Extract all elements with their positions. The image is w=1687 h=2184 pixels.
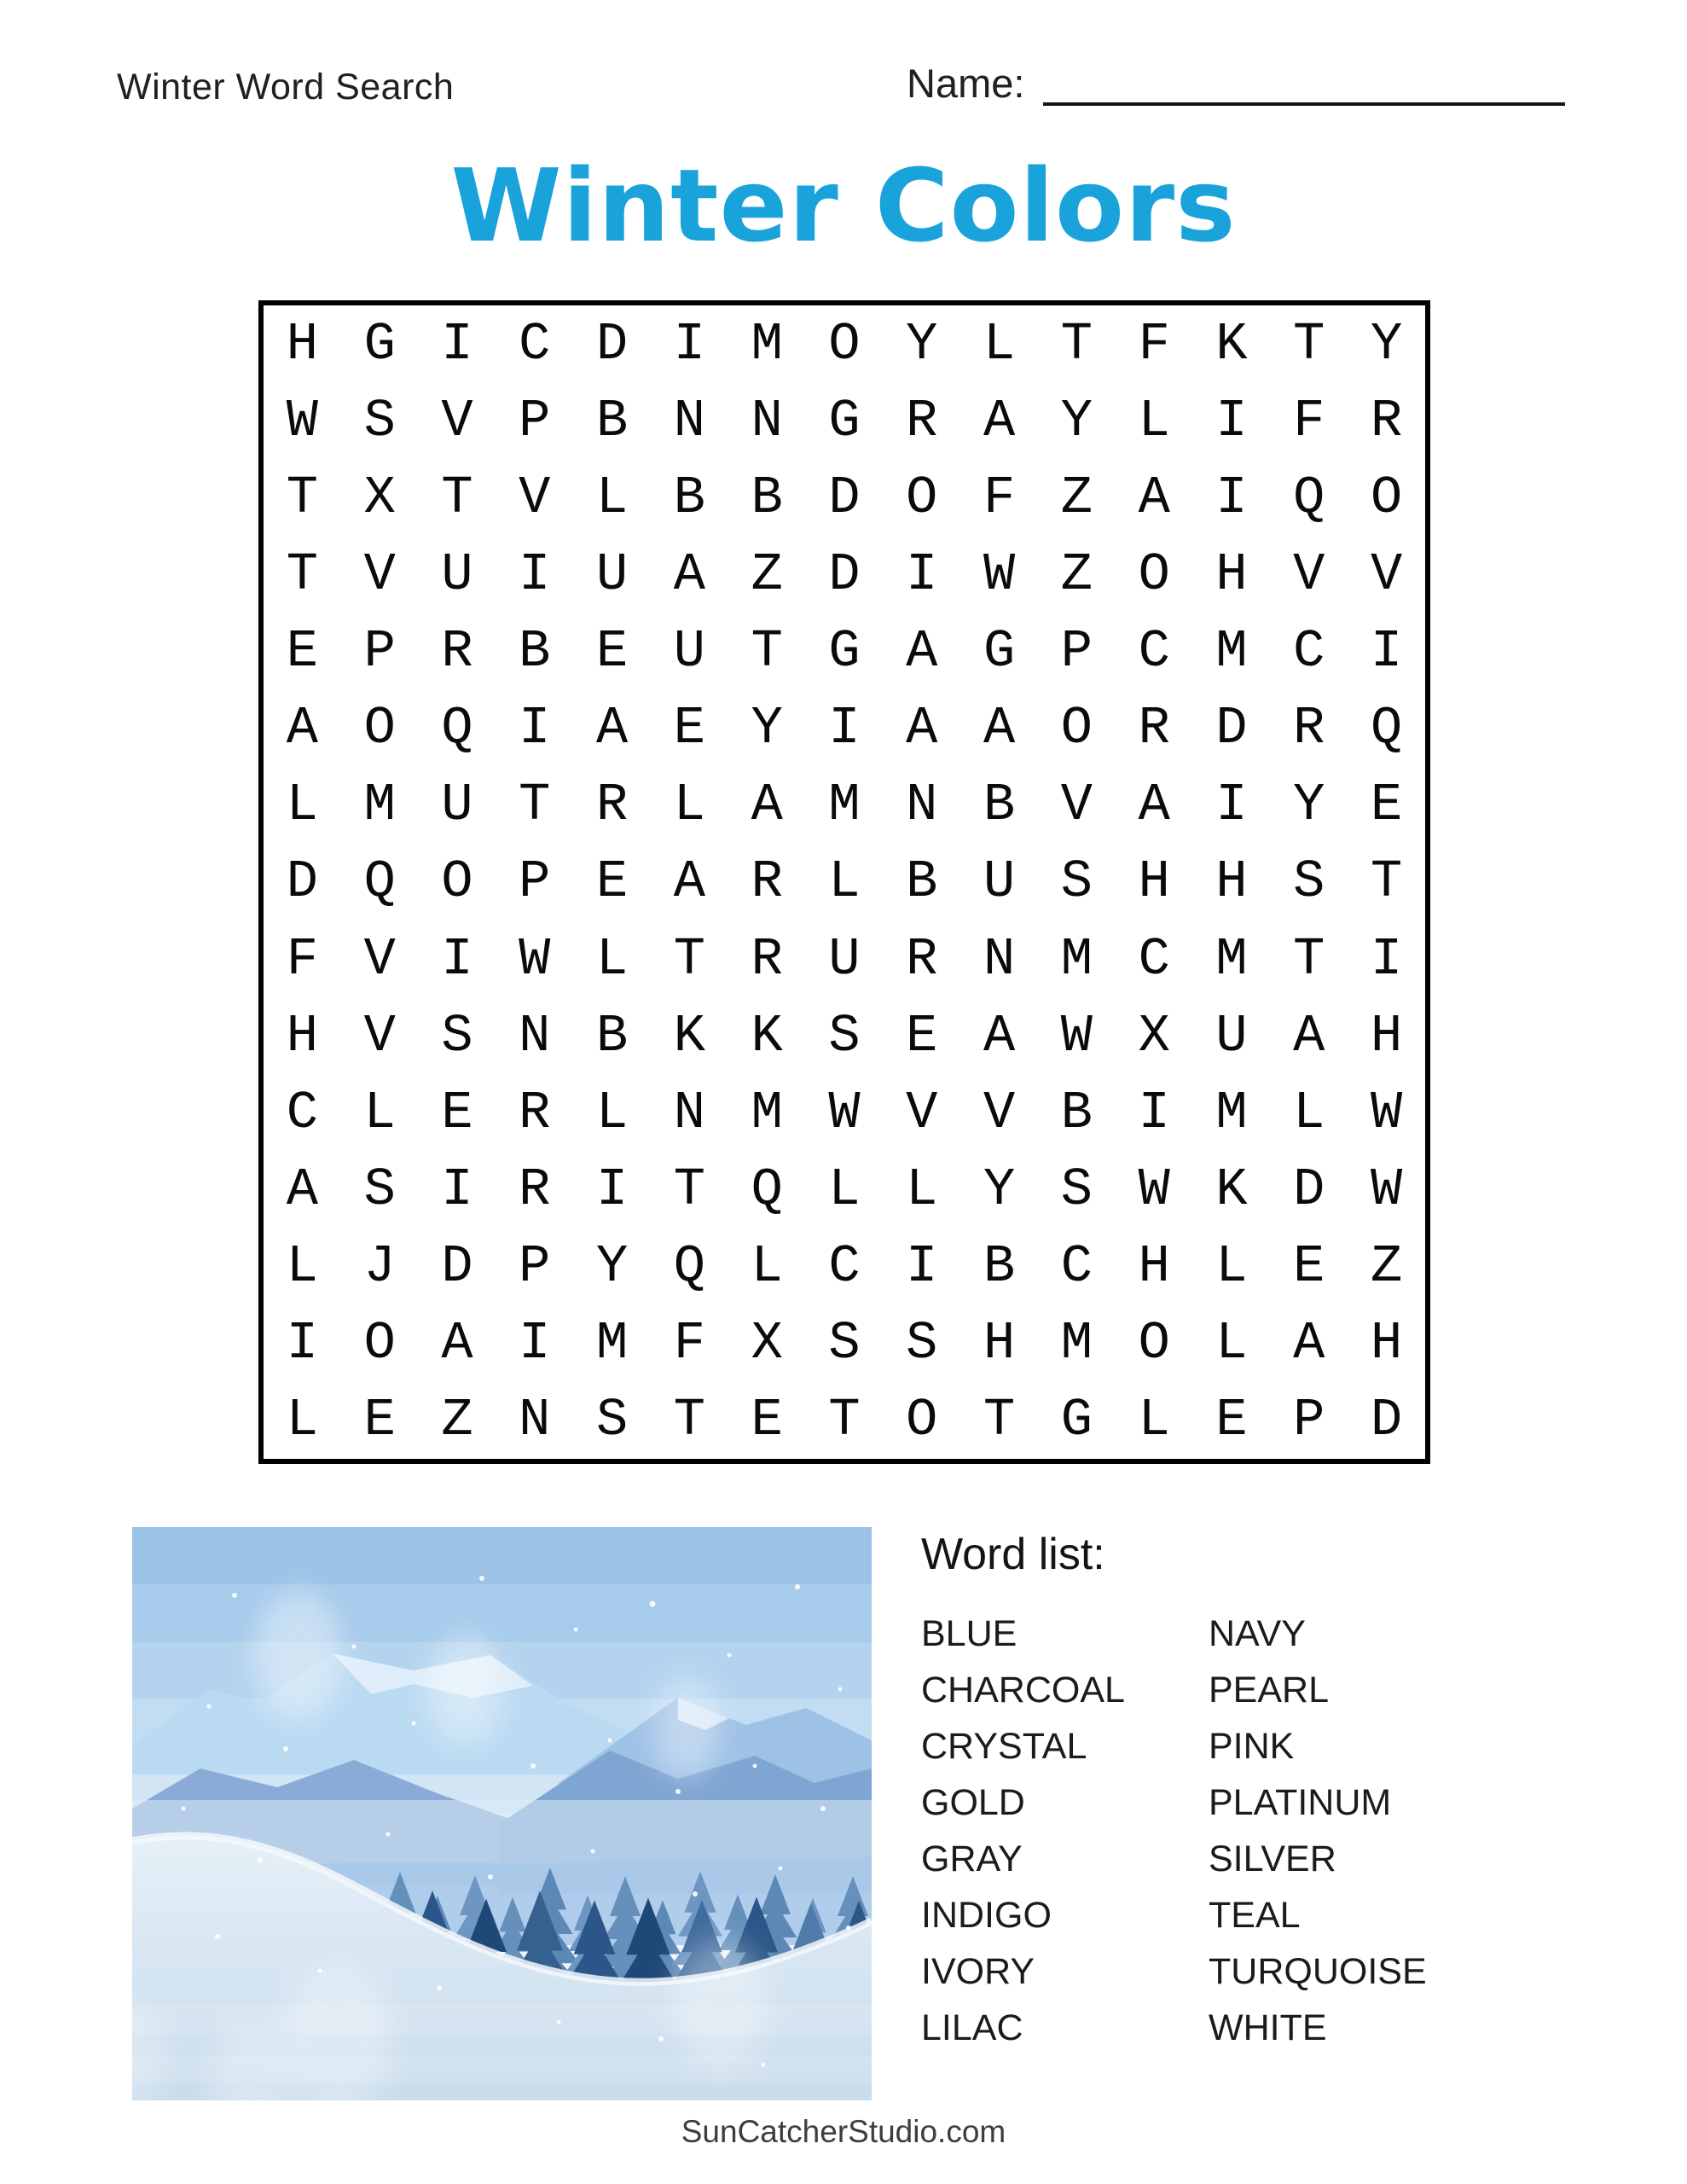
grid-letter: G <box>828 390 861 451</box>
grid-letter: O <box>906 1390 938 1451</box>
grid-letter: C <box>1138 621 1170 682</box>
grid-letter: N <box>906 775 938 836</box>
word-list-item: TURQUOISE <box>1209 1951 1427 1992</box>
grid-letter: D <box>595 313 629 375</box>
grid-letter: A <box>906 698 938 759</box>
grid-letter: E <box>595 851 629 913</box>
grid-letter: R <box>906 928 938 990</box>
grid-letter: L <box>751 1236 783 1298</box>
grid-letter: I <box>1215 390 1248 451</box>
grid-letter: Y <box>1293 775 1325 836</box>
grid-letter: S <box>906 1313 938 1374</box>
grid-letter: V <box>983 1082 1016 1143</box>
grid-letter: I <box>1215 775 1248 836</box>
word-list-item: INDIGO <box>921 1895 1052 1936</box>
grid-letter: T <box>1293 928 1325 990</box>
grid-letter: K <box>673 1005 705 1066</box>
grid-letter: N <box>519 1390 551 1451</box>
grid-letter: R <box>1138 698 1170 759</box>
grid-letter: T <box>441 467 473 528</box>
grid-letter: B <box>1060 1082 1093 1143</box>
grid-letter: I <box>519 698 551 759</box>
grid-letter: G <box>363 313 396 375</box>
grid-letter: L <box>363 1082 396 1143</box>
name-block <box>907 61 1565 106</box>
grid-letter: B <box>519 621 551 682</box>
grid-letter: R <box>519 1082 551 1143</box>
grid-letter: K <box>1215 1159 1248 1221</box>
grid-letter: N <box>673 1082 705 1143</box>
grid-letter: I <box>1215 467 1248 528</box>
grid-letter: H <box>286 1005 318 1066</box>
grid-letter: Q <box>751 1159 783 1221</box>
grid-letter: A <box>673 851 705 913</box>
grid-letter: J <box>363 1236 396 1298</box>
grid-letter: E <box>363 1390 396 1451</box>
grid-letter: D <box>1293 1159 1325 1221</box>
grid-letter: P <box>519 851 551 913</box>
grid-letter: B <box>983 1236 1016 1298</box>
winter-scene-illustration <box>132 1527 872 2100</box>
grid-letter: T <box>286 467 318 528</box>
page-title: Winter Word Search <box>117 67 455 107</box>
grid-letter: D <box>286 851 318 913</box>
grid-letter: V <box>441 390 473 451</box>
grid-letter: N <box>673 390 705 451</box>
grid-letter: S <box>363 1159 396 1221</box>
grid-letter: I <box>595 1159 629 1221</box>
grid-letter: A <box>1293 1313 1325 1374</box>
grid-letter: Z <box>441 1390 473 1451</box>
grid-letter: M <box>595 1313 629 1374</box>
grid-letter: M <box>1215 1082 1248 1143</box>
grid-letter: B <box>983 775 1016 836</box>
grid-letter: R <box>519 1159 551 1221</box>
grid-letter: H <box>286 313 318 375</box>
grid-letter: W <box>286 390 318 451</box>
grid-letter: C <box>519 313 551 375</box>
grid-letter: K <box>1215 313 1248 375</box>
grid-letter: Z <box>1060 467 1093 528</box>
grid-letter: Y <box>751 698 783 759</box>
grid-letter: I <box>906 543 938 605</box>
grid-letter: V <box>363 928 396 990</box>
grid-letter: H <box>1370 1005 1403 1066</box>
grid-letter: I <box>441 928 473 990</box>
grid-letter: O <box>1060 698 1093 759</box>
grid-letter: M <box>1060 928 1093 990</box>
grid-letter: A <box>286 1159 318 1221</box>
grid-letter: Y <box>1370 313 1403 375</box>
grid-letter: M <box>363 775 396 836</box>
grid-letter: P <box>363 621 396 682</box>
word-list-item: GOLD <box>921 1782 1025 1823</box>
word-list-item: NAVY <box>1209 1613 1306 1654</box>
grid-letter: A <box>286 698 318 759</box>
grid-letter: U <box>828 928 861 990</box>
grid-letter: I <box>519 1313 551 1374</box>
word-list-item: GRAY <box>921 1838 1023 1879</box>
grid-letter: A <box>983 698 1016 759</box>
grid-letter: U <box>441 543 473 605</box>
puzzle-title: Winter Colors <box>450 147 1237 264</box>
grid-letter: T <box>673 1159 705 1221</box>
grid-letter: W <box>983 543 1016 605</box>
grid-letter: L <box>1215 1313 1248 1374</box>
grid-letter: Q <box>673 1236 705 1298</box>
grid-letter: O <box>828 313 861 375</box>
grid-letter: B <box>751 467 783 528</box>
grid-letter: L <box>1215 1236 1248 1298</box>
grid-letter: B <box>673 467 705 528</box>
grid-letter: F <box>983 467 1016 528</box>
grid-letter: T <box>1293 313 1325 375</box>
grid-letter: I <box>519 543 551 605</box>
grid-letter: O <box>441 851 473 913</box>
grid-letter: R <box>1293 698 1325 759</box>
grid-letter: F <box>286 928 318 990</box>
grid-letter: R <box>441 621 473 682</box>
grid-letter: T <box>751 621 783 682</box>
word-list-item: PEARL <box>1209 1670 1330 1711</box>
grid-letter: F <box>1293 390 1325 451</box>
grid-letter: C <box>1138 928 1170 990</box>
grid-letter: C <box>1060 1236 1093 1298</box>
grid-letter: O <box>1138 543 1170 605</box>
grid-letter: Z <box>751 543 783 605</box>
grid-letter: Y <box>1060 390 1093 451</box>
grid-letter: I <box>906 1236 938 1298</box>
grid-letter: S <box>363 390 396 451</box>
grid-letter: Q <box>1293 467 1325 528</box>
grid-letter: V <box>1060 775 1093 836</box>
grid-letter: L <box>1138 390 1170 451</box>
word-search-grid <box>258 300 1430 1464</box>
footer-credit: SunCatcherStudio.com <box>681 2114 1006 2149</box>
grid-letter: A <box>673 543 705 605</box>
grid-letter: O <box>363 698 396 759</box>
grid-letter: T <box>519 775 551 836</box>
grid-letter: S <box>1060 851 1093 913</box>
grid-letter: A <box>751 775 783 836</box>
grid-letter: V <box>363 543 396 605</box>
grid-letter: L <box>906 1159 938 1221</box>
grid-letter: V <box>519 467 551 528</box>
word-list-item: LILAC <box>921 2007 1023 2048</box>
grid-letter: T <box>286 543 318 605</box>
grid-letter: P <box>1060 621 1093 682</box>
grid-letter: W <box>1138 1159 1170 1221</box>
grid-letter: X <box>751 1313 783 1374</box>
word-list <box>921 1529 1569 2056</box>
grid-letter: Y <box>906 313 938 375</box>
grid-letter: U <box>595 543 629 605</box>
grid-letter: Y <box>983 1159 1016 1221</box>
grid-letter: T <box>983 1390 1016 1451</box>
grid-letter: W <box>1370 1159 1403 1221</box>
grid-letter: G <box>828 621 861 682</box>
grid-letter: L <box>286 1390 318 1451</box>
grid-letter: X <box>363 467 396 528</box>
grid-letter: S <box>441 1005 473 1066</box>
grid-letter: T <box>1060 313 1093 375</box>
grid-letter: S <box>1293 851 1325 913</box>
grid-letter: L <box>1293 1082 1325 1143</box>
grid-letter: M <box>828 775 861 836</box>
grid-letter: U <box>983 851 1016 913</box>
grid-letter: T <box>673 928 705 990</box>
grid-letter: T <box>1370 851 1403 913</box>
grid-letter: Z <box>1370 1236 1403 1298</box>
grid-letter: E <box>906 1005 938 1066</box>
word-list-item: WHITE <box>1209 2007 1327 2048</box>
grid-letter: W <box>1370 1082 1403 1143</box>
grid-letter: H <box>1138 1236 1170 1298</box>
grid-letter: L <box>828 1159 861 1221</box>
grid-letter: O <box>1138 1313 1170 1374</box>
grid-letter: L <box>983 313 1016 375</box>
grid-letter: E <box>595 621 629 682</box>
grid-letter: E <box>1215 1390 1248 1451</box>
grid-letter: G <box>1060 1390 1093 1451</box>
grid-letter: Q <box>1370 698 1403 759</box>
grid-letter: I <box>1138 1082 1170 1143</box>
word-list-item: CHARCOAL <box>921 1670 1125 1711</box>
grid-letter: F <box>1138 313 1170 375</box>
grid-letter: A <box>1138 775 1170 836</box>
word-list-item: SILVER <box>1209 1838 1336 1879</box>
word-list-item: PINK <box>1209 1726 1295 1767</box>
grid-letter: I <box>1370 621 1403 682</box>
grid-letter: N <box>751 390 783 451</box>
grid-letter: V <box>1293 543 1325 605</box>
grid-letter: Q <box>363 851 396 913</box>
grid-letter: L <box>286 775 318 836</box>
grid-letter: U <box>673 621 705 682</box>
grid-letter: L <box>595 467 629 528</box>
grid-letter: L <box>1138 1390 1170 1451</box>
word-list-item: TEAL <box>1209 1895 1301 1936</box>
word-list-item: IVORY <box>921 1951 1035 1992</box>
grid-letter: E <box>751 1390 783 1451</box>
grid-letter: F <box>673 1313 705 1374</box>
grid-letter: D <box>828 543 861 605</box>
grid-letter: L <box>595 928 629 990</box>
grid-letter: Q <box>441 698 473 759</box>
word-list-column-2 <box>1209 1606 1427 2056</box>
grid-letter: R <box>595 775 629 836</box>
grid-letter: P <box>519 390 551 451</box>
name-blank-line <box>1043 65 1565 106</box>
grid-letter: T <box>828 1390 861 1451</box>
grid-letter: D <box>441 1236 473 1298</box>
grid-letter: T <box>673 1390 705 1451</box>
grid-letter: M <box>1060 1313 1093 1374</box>
grid-letter: O <box>363 1313 396 1374</box>
grid-letter: L <box>673 775 705 836</box>
grid-letter: S <box>828 1005 861 1066</box>
grid-letter: C <box>828 1236 861 1298</box>
grid-letter: M <box>1215 928 1248 990</box>
grid-letter: M <box>751 1082 783 1143</box>
grid-letter: U <box>1215 1005 1248 1066</box>
grid-letter: A <box>1138 467 1170 528</box>
word-list-item: CRYSTAL <box>921 1726 1087 1767</box>
grid-letter: A <box>441 1313 473 1374</box>
grid-letter: A <box>595 698 629 759</box>
grid-letter: A <box>1293 1005 1325 1066</box>
grid-letter: Z <box>1060 543 1093 605</box>
grid-letter: B <box>595 1005 629 1066</box>
grid-letter: W <box>519 928 551 990</box>
grid-letter: U <box>441 775 473 836</box>
grid-letter: O <box>1370 467 1403 528</box>
grid-letter: S <box>1060 1159 1093 1221</box>
grid-letter: L <box>286 1236 318 1298</box>
grid-letter: I <box>441 313 473 375</box>
grid-letter: V <box>906 1082 938 1143</box>
grid-letter: B <box>595 390 629 451</box>
grid-letter: V <box>363 1005 396 1066</box>
grid-letter: D <box>1370 1390 1403 1451</box>
grid-letter: M <box>1215 621 1248 682</box>
grid-letter: L <box>595 1082 629 1143</box>
grid-letter: O <box>906 467 938 528</box>
grid-letter: H <box>983 1313 1016 1374</box>
grid-letter: B <box>906 851 938 913</box>
grid-letter: A <box>983 1005 1016 1066</box>
name-label: Name: <box>907 61 1025 106</box>
grid-letter: S <box>595 1390 629 1451</box>
grid-letter: W <box>828 1082 861 1143</box>
grid-letter: N <box>519 1005 551 1066</box>
grid-letter: L <box>828 851 861 913</box>
grid-letter: K <box>751 1005 783 1066</box>
grid-letter: I <box>673 313 705 375</box>
grid-letter: E <box>1293 1236 1325 1298</box>
grid-letter: I <box>828 698 861 759</box>
grid-letter: C <box>1293 621 1325 682</box>
grid-letter: I <box>286 1313 318 1374</box>
grid-letter: E <box>673 698 705 759</box>
grid-letter: A <box>983 390 1016 451</box>
grid-letter: N <box>983 928 1016 990</box>
grid-letter: I <box>441 1159 473 1221</box>
grid-letter: E <box>286 621 318 682</box>
grid-letter: R <box>906 390 938 451</box>
grid-letter: Y <box>595 1236 629 1298</box>
grid-letter: M <box>751 313 783 375</box>
grid-letter: G <box>983 621 1016 682</box>
grid-letter: H <box>1138 851 1170 913</box>
grid-letter: D <box>1215 698 1248 759</box>
grid-letter: C <box>286 1082 318 1143</box>
grid-letter: A <box>906 621 938 682</box>
grid-letter: W <box>1060 1005 1093 1066</box>
grid-letter: H <box>1370 1313 1403 1374</box>
grid-letter: R <box>1370 390 1403 451</box>
grid-letter: V <box>1370 543 1403 605</box>
grid-letter: E <box>441 1082 473 1143</box>
grid-letter: R <box>751 928 783 990</box>
grid-letter: R <box>751 851 783 913</box>
word-list-item: PLATINUM <box>1209 1782 1392 1823</box>
grid-letter: S <box>828 1313 861 1374</box>
grid-letter: H <box>1215 543 1248 605</box>
grid-letter: I <box>1370 928 1403 990</box>
grid-letter: P <box>1293 1390 1325 1451</box>
word-list-title: Word list: <box>921 1530 1105 1579</box>
word-list-item: BLUE <box>921 1613 1017 1654</box>
grid-letter: X <box>1138 1005 1170 1066</box>
grid-letter: H <box>1215 851 1248 913</box>
word-list-column-1 <box>921 1606 1209 2056</box>
grid-letter: P <box>519 1236 551 1298</box>
grid-letter: D <box>828 467 861 528</box>
grid-letter: E <box>1370 775 1403 836</box>
